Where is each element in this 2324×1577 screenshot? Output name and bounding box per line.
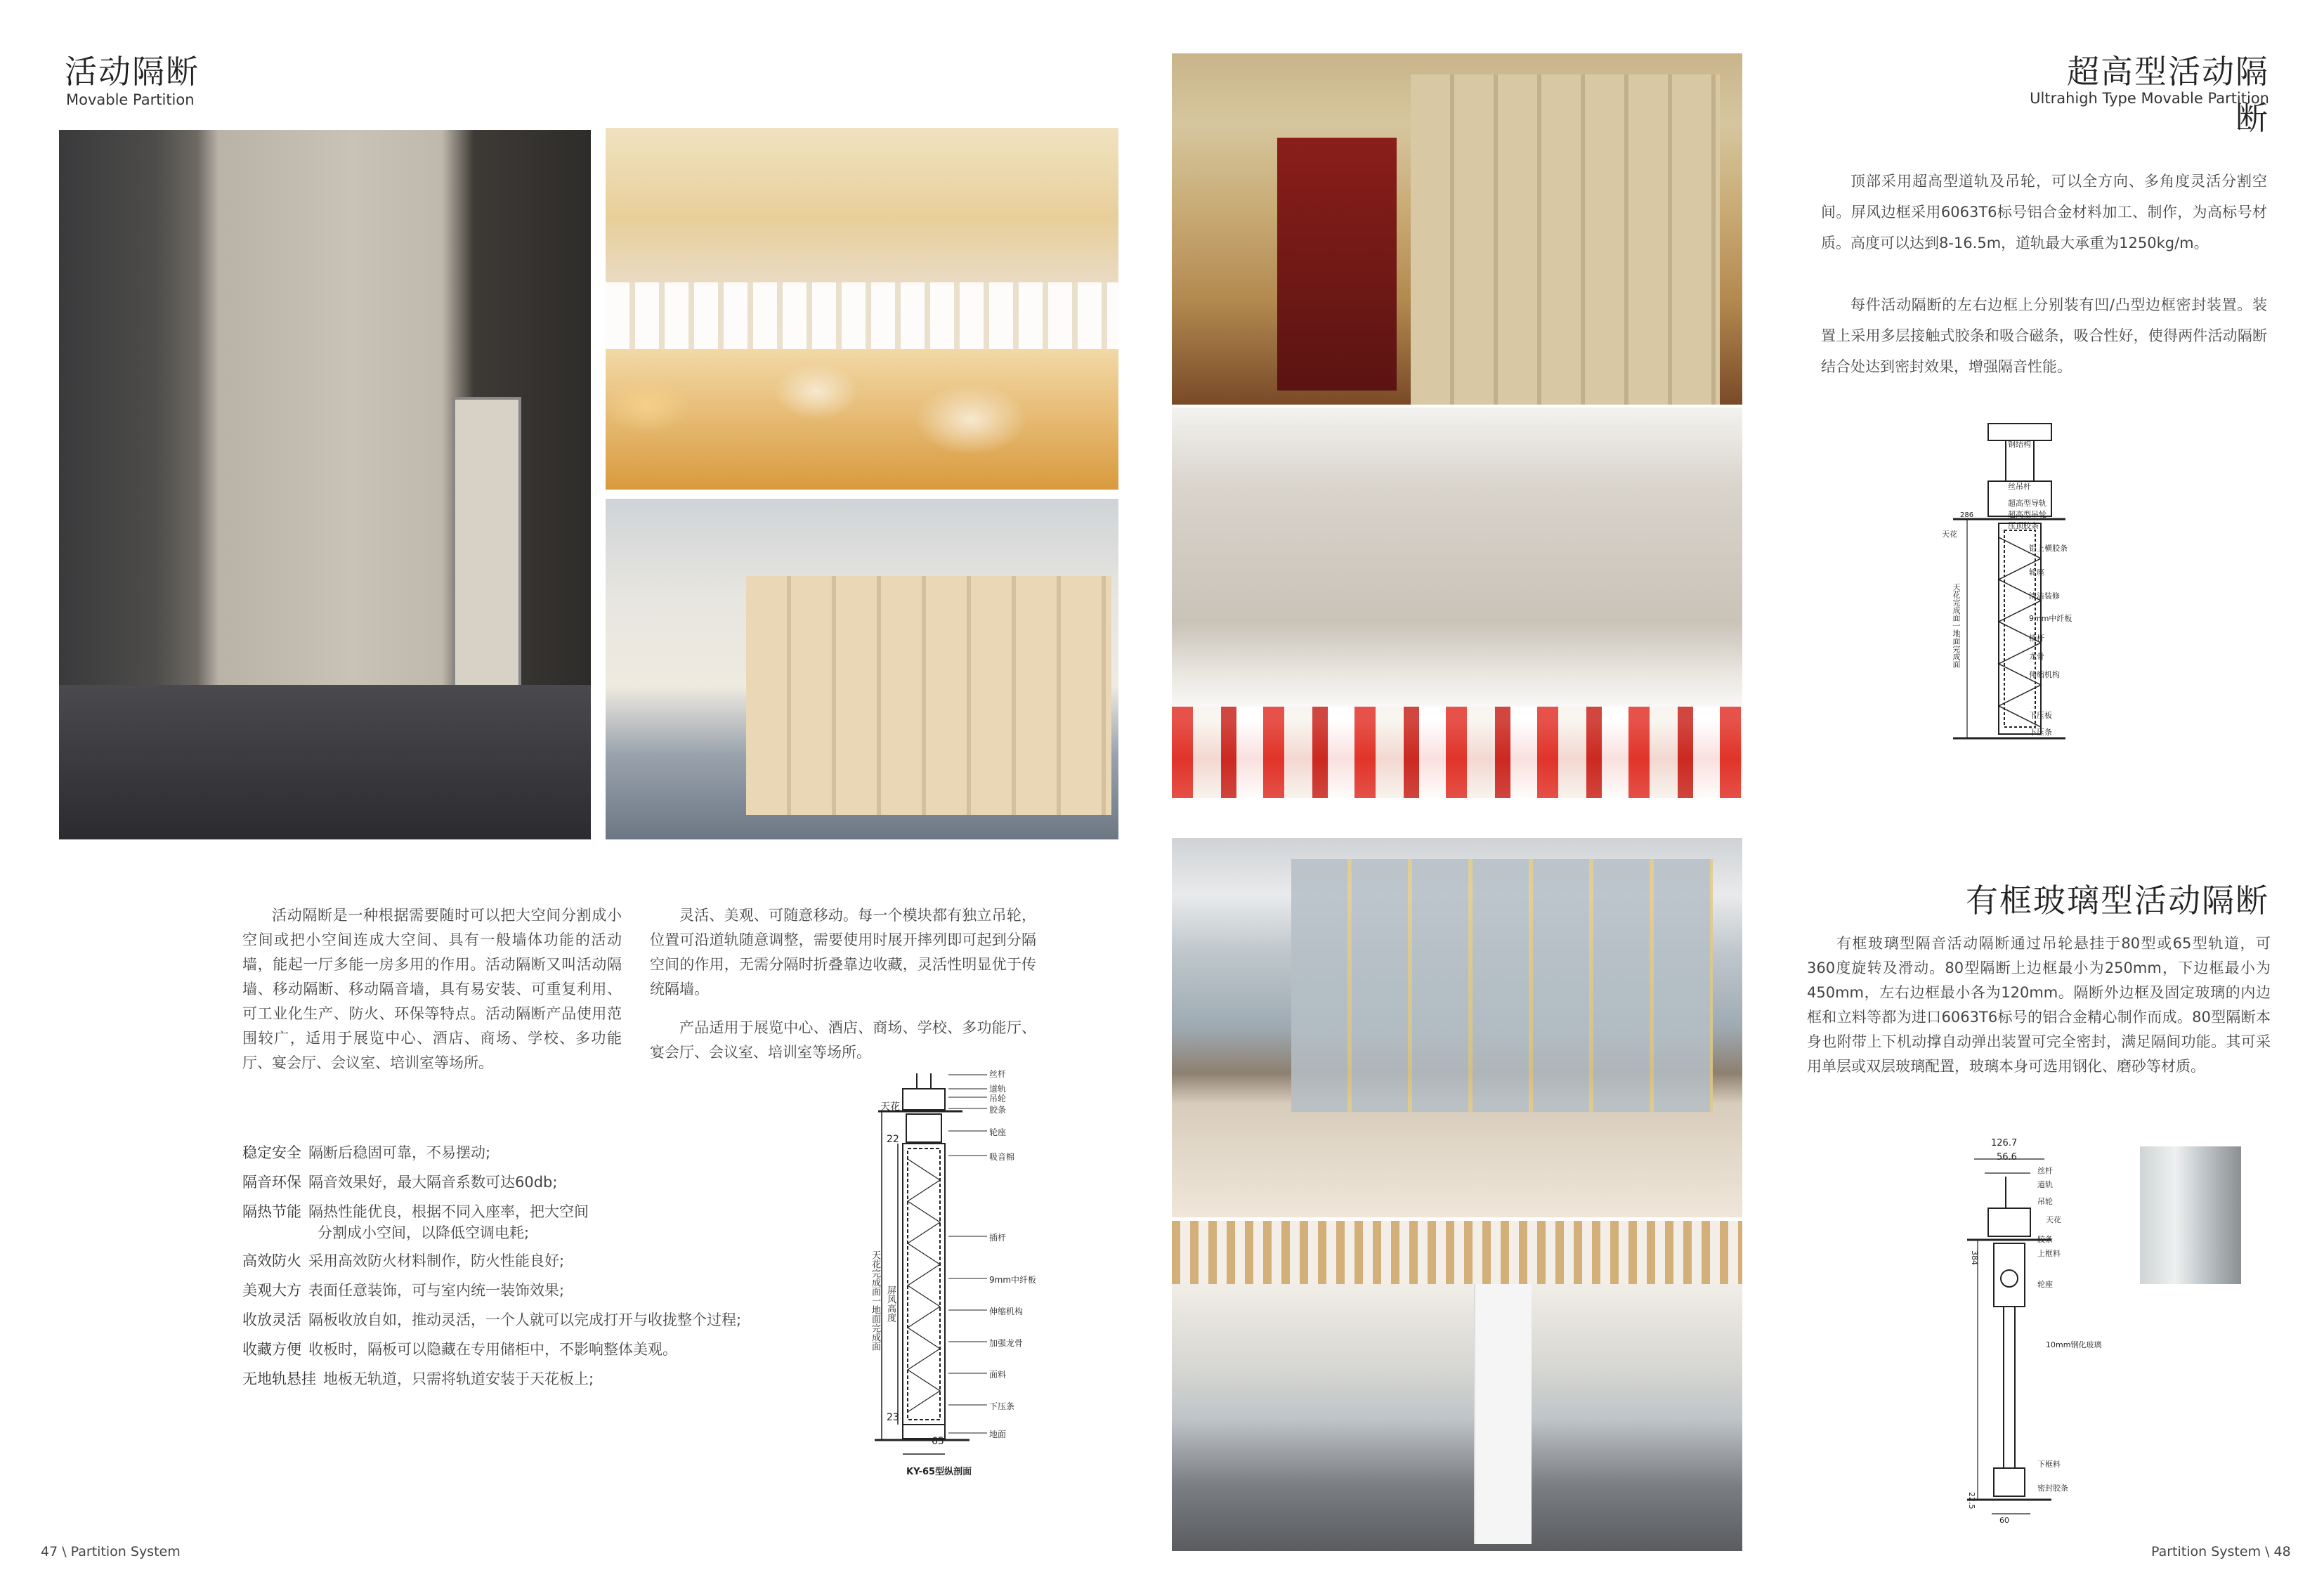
- left-page-title: 活动隔断: [65, 53, 200, 91]
- ultra-drawing-label: 压顶胶条: [2008, 521, 2039, 530]
- feature-value: 隔断后稳固可靠，不易摆动;: [308, 1144, 491, 1161]
- right-page-footer: Partition System \ 48: [2151, 1544, 2291, 1559]
- glass-drawing-label: 密封胶条: [2037, 1484, 2068, 1493]
- feature-row: [242, 1339, 677, 1360]
- feature-key: 隔音环保: [242, 1174, 301, 1191]
- feature-key: 稳定安全: [242, 1144, 301, 1161]
- feature-value: 表面任意装饰，可与室内统一装饰效果;: [308, 1282, 565, 1299]
- ultra-paragraph-1: 顶部采用超高型道轨及吊轮，可以全方向、多角度灵活分割空间。屏风边框采用6063T6标号铝合金材料加工、制作，为高标号材质。高度可以达到8-16.5m，道轨最大承重为1250kg/m。: [1821, 173, 2267, 251]
- drawing-label: 轮座: [989, 1127, 1007, 1137]
- ultra-drawing-label: 铝上横胶条: [2029, 544, 2068, 553]
- banquet-hall-photo: [606, 128, 1118, 490]
- drawing-label: 伸缩机构: [989, 1307, 1024, 1316]
- ultra-drawing-label: 超高型吊轮: [2008, 510, 2046, 519]
- drawing-label: 胶条: [989, 1105, 1007, 1115]
- drawing-label-vertical: 天花完成面一地面完成面: [870, 1250, 880, 1351]
- drawing-label: 下压条: [989, 1401, 1015, 1411]
- glass-partition-photo: [1172, 838, 1742, 1217]
- feature-row: [242, 1368, 594, 1389]
- feature-value: 收板时，隔板可以隐藏在专用储柜中，不影响整体美观。: [308, 1341, 677, 1358]
- ultra-drawing-label: 下压板: [2029, 711, 2052, 720]
- glass-drawing-label: 天花: [2046, 1215, 2061, 1224]
- drawing-dim-width: 65: [932, 1436, 944, 1447]
- drawing-label: 面料: [989, 1370, 1007, 1380]
- feature-key: 收藏方便: [242, 1341, 301, 1358]
- glass-dim: 60: [1999, 1516, 2009, 1525]
- drawing-dim-top: 22: [887, 1134, 899, 1145]
- ultra-drawing-label: 下压条: [2029, 728, 2052, 737]
- ultra-drawing-left-label: 天花完成面一地面完成面: [1952, 583, 1961, 668]
- feature-row: [242, 1201, 589, 1222]
- intro-text-col2-p2: 产品适用于展览中心、酒店、商场、学校、多功能厅、宴会厅、会议室、培训室等场所。: [650, 1019, 1036, 1061]
- ultra-drawing-label: 9mm中纤板: [2029, 614, 2072, 623]
- ultra-drawing-label: 丝吊杆: [2008, 482, 2031, 491]
- drawing-label: 吸音棉: [989, 1152, 1015, 1162]
- glass-drawing-label: 上框料: [2037, 1249, 2061, 1258]
- feature-row: [242, 1250, 564, 1271]
- glass-drawing-label: 吊轮: [2037, 1197, 2053, 1206]
- glass-dim: 126.7: [1991, 1138, 2018, 1149]
- feature-key: 美观大方: [242, 1282, 301, 1299]
- lobby-partition-photo: [606, 499, 1118, 839]
- drawing-label-height: 屏风高度: [885, 1285, 896, 1322]
- drawing-label: 道轨: [989, 1084, 1007, 1094]
- feature-key: 隔热节能: [242, 1203, 301, 1220]
- ultra-drawing-label: 伸缩机构: [2029, 670, 2060, 679]
- drawing-label: 加强龙骨: [989, 1338, 1024, 1348]
- glass-dim: 56.6: [1997, 1152, 2017, 1163]
- drawing-label: 9mm中纤板: [989, 1275, 1037, 1285]
- drawing-caption: KY-65型纵剖面: [906, 1467, 972, 1477]
- glass-drawing-label: 胶条: [2037, 1235, 2053, 1244]
- feature-row: [242, 1172, 557, 1193]
- ultra-drawing-label: 插杆: [2029, 634, 2044, 643]
- feature-value: 分割成小空间，以降低空调电耗;: [318, 1224, 530, 1241]
- ultra-title: 超高型活动隔断: [2067, 53, 2269, 137]
- feature-value: 采用高效防火材料制作，防火性能良好;: [308, 1252, 565, 1269]
- drawing-label: 吊轮: [989, 1094, 1007, 1104]
- ultra-paragraph-2: 每件活动隔断的左右边框上分别装有凹/凸型边框密封装置。装置上采用多层接触式胶条和吸合磁条，吸合性好，使得两件活动隔断结合处达到密封效果，增强隔音性能。: [1821, 296, 2267, 375]
- ultra-drawing-label: 轮座: [2029, 568, 2044, 577]
- glass-section-drawing: [1960, 1138, 2101, 1521]
- drawing-dim-bottom: 23: [887, 1412, 899, 1423]
- feature-key: 无地轨悬挂: [242, 1370, 316, 1387]
- glass-detail-photo: [2140, 1146, 2241, 1284]
- glass-drawing-label: 下框料: [2037, 1460, 2061, 1469]
- glass-drawing-label: 丝杆: [2037, 1166, 2053, 1175]
- ultra-drawing-label: 钢结构: [2008, 440, 2031, 449]
- feature-row: [242, 1309, 741, 1330]
- feature-key: 收放灵活: [242, 1311, 301, 1328]
- ultra-drawing-dim: 286: [1960, 511, 1974, 519]
- ultra-drawing-label: 超高型导轨: [2008, 499, 2046, 508]
- glass-title: 有框玻璃型活动隔断: [1966, 882, 2269, 920]
- glass-dim: 384: [1970, 1250, 1979, 1265]
- glass-drawing-label: 10mm钢化玻璃: [2046, 1340, 2102, 1349]
- office-partition-photo: [59, 130, 591, 839]
- drawing-label-ceiling: 天花: [880, 1101, 900, 1113]
- feature-value: 隔板收放自如，推动灵活，一个人就可以完成打开与收拢整个过程;: [308, 1311, 742, 1328]
- glass-drawing-label: 轮座: [2037, 1280, 2053, 1289]
- glass-paragraph: 有框玻璃型隔音活动隔断通过吊轮悬挂于80型或65型轨道，可360度旋转及滑动。80型隔断上边框最小为250mm，下边框最小为450mm，左右边框最小各为120mm。隔断外边框及固定玻璃的内边框和立料等都为进口6063T6标号的铝合金精心制作而成。80型隔断本身也附带上下机动撑自动弹出装置可完全密封，满足隔间功能。其可采用单层或双层玻璃配置，玻璃本身可选用钢化、磨砂等材质。: [1807, 935, 2271, 1075]
- feature-value: 隔热性能优良，根据不同入座率，把大空间: [308, 1203, 589, 1220]
- feature-value: 隔音效果好，最大隔音系数可达60db;: [308, 1174, 558, 1191]
- left-page-subtitle: Movable Partition: [66, 91, 195, 108]
- ultra-drawing-label: 龙骨: [2029, 652, 2044, 661]
- glass-drawing-label: 道轨: [2037, 1180, 2053, 1189]
- ultra-drawing-label: 清洁装修: [2029, 591, 2060, 601]
- feature-value: 地板无轨道，只需将轨道安装于天花板上;: [323, 1370, 594, 1387]
- feature-row: [242, 1142, 490, 1163]
- feature-row: [242, 1280, 564, 1301]
- glass-dim: 22.5: [1967, 1492, 1976, 1510]
- intro-text-col2-p1: 灵活、美观、可随意移动。每一个模块都有独立吊轮，位置可沿道轨随意调整，需要使用时展开摔列即可起到分隔空间的作用，无需分隔时折叠靠边收藏，灵活性明显优于传统隔墙。: [650, 907, 1036, 997]
- drawing-label: 插杆: [989, 1233, 1007, 1243]
- drawing-label: 地面: [989, 1429, 1007, 1439]
- drawing-label: 丝杆: [989, 1069, 1007, 1079]
- banquet-red-chairs-photo: [1172, 407, 1742, 798]
- feature-key: 高效防火: [242, 1252, 301, 1269]
- ultra-subtitle: Ultrahigh Type Movable Partition: [2030, 90, 2269, 107]
- intro-text-col1: 活动隔断是一种根据需要随时可以把大空间分割成小空间或把小空间连成大空间、具有一般墙体功能的活动墙，能起一厅多能一房多用的作用。活动隔断又叫活动隔墙、移动隔断、移动隔音墙，具有易安装、可重复利用、可工业化生产、防火、环保等特点。活动隔断产品使用范围较广，适用于展览中心、酒店、商场、学校、多功能厅、宴会厅、会议室、培训室等场所。: [242, 907, 622, 1071]
- ultra-drawing-left-label: 天花: [1942, 530, 1957, 539]
- hall-partition-photo: [1172, 53, 1742, 405]
- left-page-footer: 47 \ Partition System: [41, 1544, 181, 1559]
- feature-row-continued: [318, 1222, 529, 1243]
- meeting-room-photo: [1172, 1221, 1742, 1551]
